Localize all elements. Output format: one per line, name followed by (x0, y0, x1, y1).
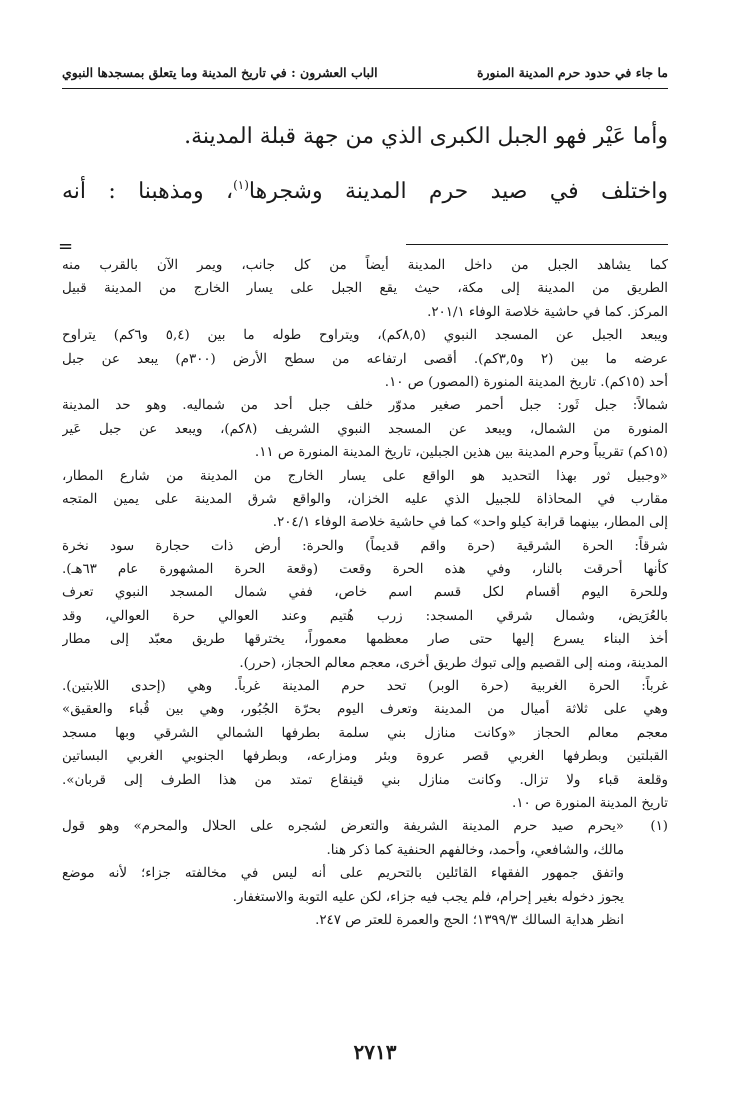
footnote-continued-line: وقلعة قباء ولا تزال. وكانت منازل بني قينقاع تمتد من هذا الطرف إلى قربان». (62, 772, 668, 788)
footnote-continued-line: المنورة من الشمال، ويبعد عن المسجد النبوي الشريف (٨كم)، ويبعد عن جبل عَير (62, 421, 668, 437)
body-text-before-ref: واختلف في صيد حرم المدينة وشجرها (248, 179, 669, 204)
footnote-1-text: «يحرم صيد حرم المدينة الشريفة والتعرض لشجره على الحلال والمحرم» وهو قول (62, 819, 624, 835)
header-chapter-title: الباب العشرون : في تاريخ المدينة وما يتعلق بمسجدها النبوي (62, 64, 378, 80)
footnote-continued-line: المدينة، ومنه إلى القصيم وإلى تبوك طريق أخرى، معجم معالم الحجاز، (حرر). (239, 655, 668, 671)
footnote-continued-line: المركز. كما في حاشية خلاصة الوفاء ٢٠١/١. (427, 304, 668, 320)
footnote-continued-line: أحد (١٥كم). تاريخ المدينة المنورة (المصور) ص ١٠. (384, 374, 668, 390)
footnote-continued-line: القبلتين وبطرفها الغربي قصر عروة وبئر ومزارعه، وبطرفها الجنوبي الغربي البساتين (62, 749, 668, 765)
footnote-continued-line: عرضه ما بين (٢ و٣,٥كم). أقصى ارتفاعه من سطح الأرض (٣٠٠م) يبعد عن جبل (62, 351, 668, 367)
body-text-after-ref: ، ومذهبنا : أنه (62, 179, 234, 204)
footnote-1-line: انظر هداية السالك ١٣٩٩/٣؛ الحج والعمرة للعتر ص ٢٤٧. (315, 912, 624, 928)
footnote-continued-line: كأنها أحرقت بالنار، وفي هذه الحرة وقعت (وقعة الحرة المشهورة عام ٦٣هـ). (62, 562, 668, 578)
footnote-continued-line: شمالاً: جبل ثَور: جبل أحمر صغير مدوّر خلف جبل أحد من شماليه. وهو حد المدينة (62, 398, 668, 414)
footnote-continued-line: مقارب في المحاذاة للجبيل الذي عليه الخزان، والواقع شرق المدينة على يمين المتجه (62, 491, 668, 507)
footnote-continued-line: (١٥كم) تقريباً وحرم المدينة بين هذين الجبلين، تاريخ المدينة المنورة ص ١١. (254, 445, 668, 461)
footnote-reference-1[interactable]: (١) (233, 178, 249, 192)
footnote-continued-line: معجم معالم الحجاز «وكانت منازل بني سلمة بطرفها الشمالي الشرقي وبها مسجد (62, 725, 668, 741)
footnote-separator (406, 244, 668, 245)
running-header (62, 60, 668, 84)
page-number: ٢٧١٣ (353, 1040, 397, 1064)
footnote-continued-line: شرقاً: الحرة الشرقية (حرة واقم قديماً) والحرة: أرض ذات حجارة سود نخرة (62, 538, 668, 554)
footnotes-area (62, 254, 668, 932)
header-book-title: ما جاء في حدود حرم المدينة المنورة (476, 64, 668, 80)
footnote-continued-line: أخذ البناء يسرع إليها حتى صار معظمها معموراً، يخترقها طريق معبّد إلى مطار (62, 632, 668, 648)
footnote-continued-line: إلى المطار، بينهما قرابة كيلو واحد» كما في حاشية خلاصة الوفاء ٢٠٤/١. (272, 515, 668, 531)
footnote-1-line (62, 815, 668, 838)
body-text-line-2 (62, 168, 668, 209)
footnote-1-line: واتفق جمهور الفقهاء القائلين بالتحريم على أنه ليس في مخالفته جزاء؛ لأنه موضع (62, 866, 624, 882)
footnote-1-line: يجوز دخوله بغير إحرام، فلم يجب فيه جزاء، لكن عليه التوبة والاستغفار. (232, 889, 624, 905)
body-text-line-1: وأما عَيْر فهو الجبل الكبرى الذي من جهة قبلة المدينة. (184, 124, 668, 149)
footnote-continued-line: بالعُرَيض، وشمال شرقي المسجد: زرب هُتيم وعند العوالي حرة العوالي، وقد (62, 608, 668, 624)
footnote-1-line: مالك، والشافعي، وأحمد، وخالفهم الحنفية كما ذكر هنا. (326, 842, 624, 858)
footnote-continued-line: وهي على ثلاثة أميال من المدينة وتعرف اليوم بحرّة الجُبُور، وهي بين قُباء والعقيق» (62, 702, 668, 718)
footnote-continued-line: «وجبيل ثور بهذا التحديد هو الواقع على يسار الخارج من المدينة من شارع المطار، (62, 468, 668, 484)
footnote-1-number: (١) (650, 819, 668, 835)
footnote-continued-line: غرباً: الحرة الغربية (حرة الوبر) تحد حرم المدينة غرباً. وهي (إحدى اللابتين). (62, 679, 668, 695)
footnote-continued-line: الطريق من المدينة إلى مكة، حيث يقع الجبل على يسار الخارج من المدينة قبيل (62, 281, 668, 297)
footnote-continuation-mark: = (58, 236, 74, 257)
footnote-continued-line: ويبعد الجبل عن المسجد النبوي (٨,٥كم)، ويتراوح طوله ما بين (٥,٤ و٦كم) يتراوح (62, 328, 668, 344)
footnote-continued-line: كما يشاهد الجبل من داخل المدينة أيضاً من كل جانب، ويمر الآن بالقرب منه (62, 258, 668, 273)
footnote-continued-line: وللحرة اليوم أقسام لكل قسم اسم خاص، ففي شمال المسجد النبوي تعرف (62, 585, 668, 601)
footnote-continued-line: تاريخ المدينة المنورة ص ١٠. (511, 795, 668, 811)
header-rule (62, 88, 668, 89)
